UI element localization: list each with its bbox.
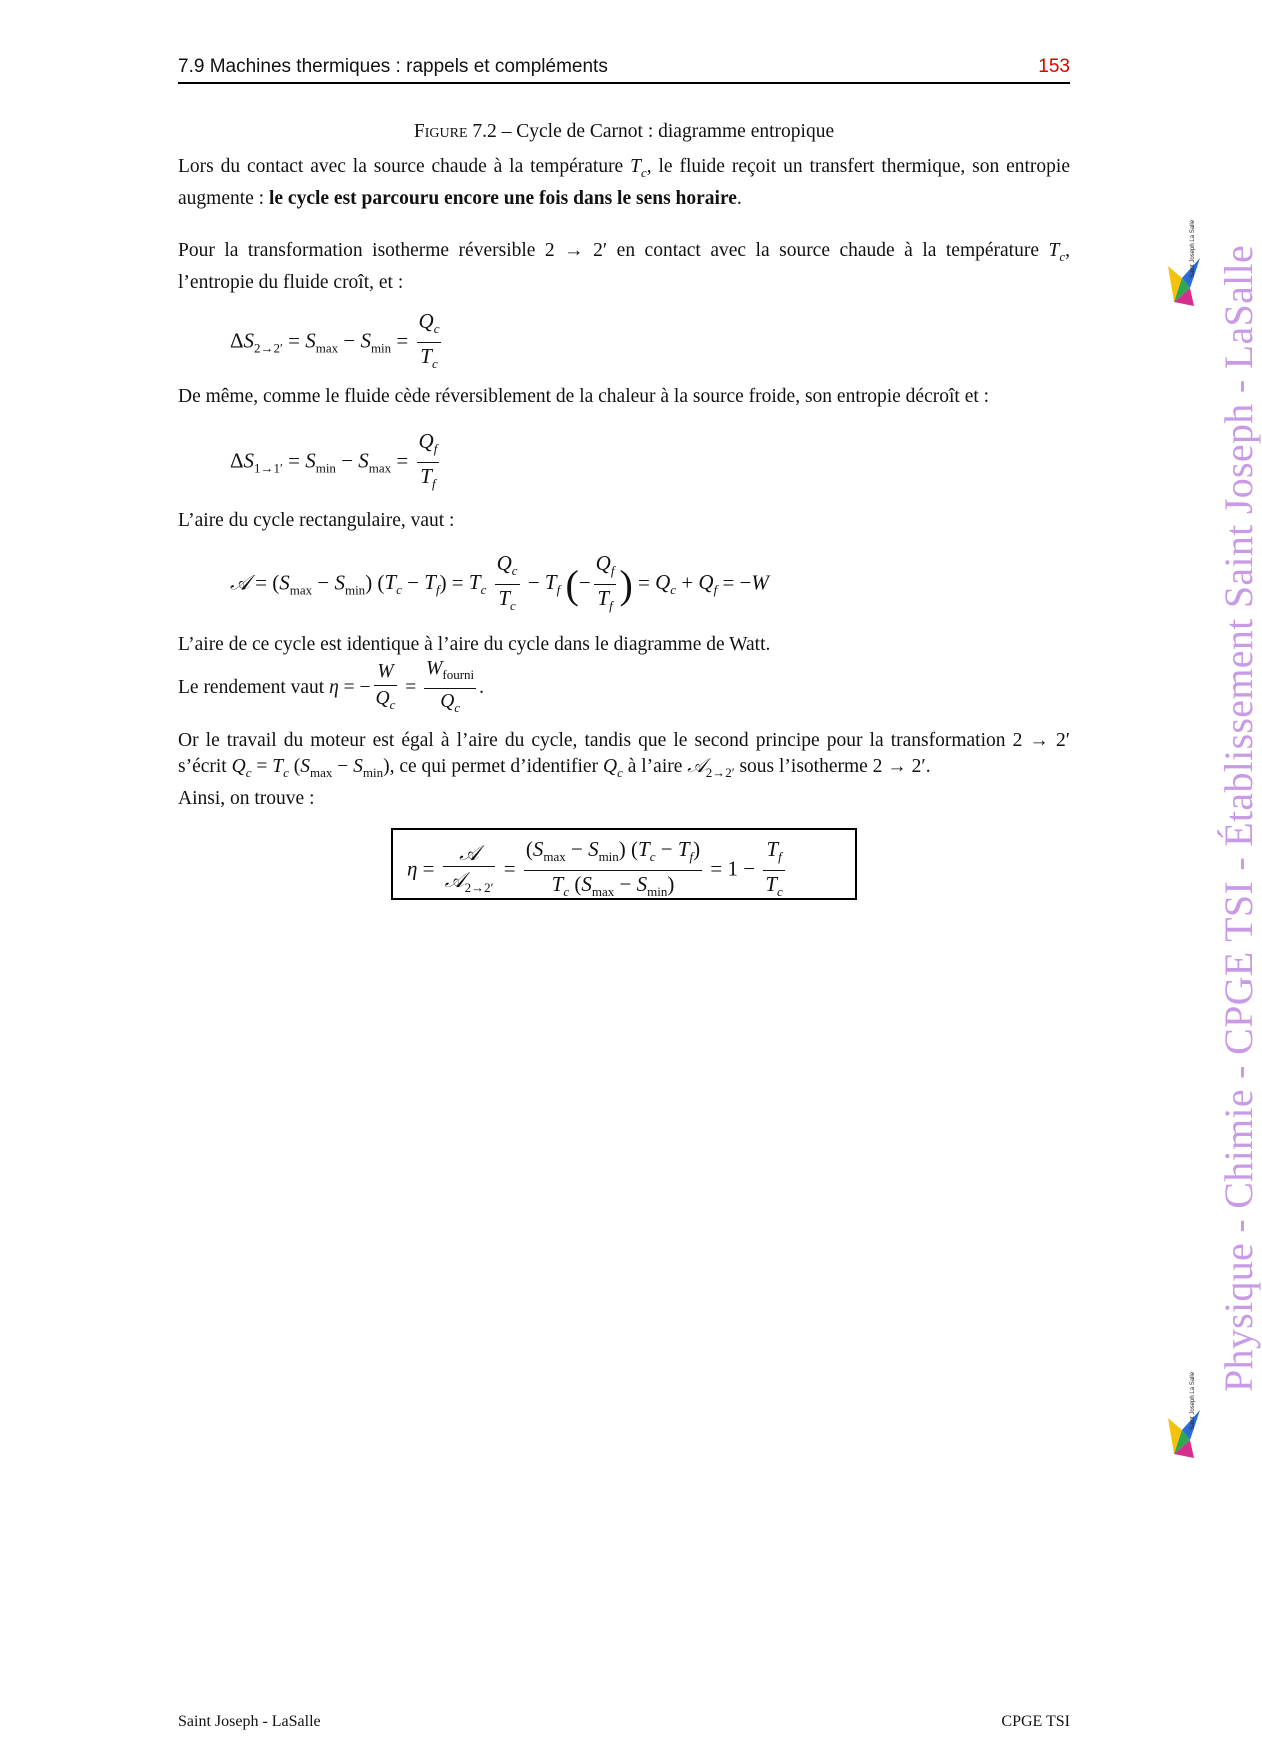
paragraph-cold-source: De même, comme le fluide cède réversiblement de la chaleur à la source froide, son entropie décroît et : bbox=[178, 386, 990, 407]
paragraph-work-area: Or le travail du moteur est égal à l’aire du cycle, tandis que le second principe pour la transformation 2 → 2′ s’écrit $Q_c = T_c$ $(S_{max} - S_{min})$, ce qui permet d’identifier $Q_c$ à l’aire 𝒜$_{2\to 2'}$ sous l’isotherme 2 → 2′. Ainsi, on trouve : bbox=[178, 730, 1070, 809]
paragraph-isotherm: Pour la transformation isotherme réversible 2 → 2′ en contact avec la source chaude à la température $T_c$, l’entropie du fluide croît, et : bbox=[178, 240, 1070, 293]
svg-text:Saint Joseph La Salle: Saint Joseph La Salle bbox=[1190, 1371, 1196, 1430]
paragraph-watt: L’aire de ce cycle est identique à l’aire du cycle dans le diagramme de Watt. bbox=[178, 634, 771, 655]
equation-cycle-area: 𝒜 = $(S_{max} - S_{min}) (T_c - T_f) = T_c$ $\frac{Q_c}{T_c}$ − $T_f$ (− $\frac{Q_f}{T_f}$ ) = $Q_c + Q_f = -W$ bbox=[230, 551, 769, 613]
svg-text:Saint Joseph La Salle: Saint Joseph La Salle bbox=[1190, 219, 1196, 278]
school-logo-icon bbox=[1160, 1371, 1214, 1462]
footer-right: CPGE TSI bbox=[1001, 1713, 1070, 1730]
side-watermark: Physique - Chimie - CPGE TSI - Établissement Saint Joseph - LaSalle bbox=[1216, 244, 1261, 1392]
figure-caption bbox=[178, 121, 1070, 143]
section-title: 7.9 Machines thermiques : rappels et compléments bbox=[178, 56, 608, 77]
paragraph-efficiency: Le rendement vaut η = − $\frac{W}{Q_c}$ = $\frac{W_{fourni}}{Q_c}$ . bbox=[178, 658, 485, 715]
figure-caption-text: – Cycle de Carnot : diagramme entropique bbox=[496, 121, 835, 142]
page-number: 153 bbox=[1038, 56, 1070, 77]
paragraph-heat-contact: Lors du contact avec la source chaude à la température $T_c$, le fluide reçoit un transfert thermique, son entropie augmente : le cycle est parcouru encore une fois dans le sens horaire. bbox=[178, 156, 1071, 209]
school-logo-icon bbox=[1160, 219, 1214, 310]
boxed-efficiency-equation bbox=[391, 828, 857, 900]
bold-statement: le cycle est parcouru encore une fois dans le sens horaire bbox=[268, 188, 737, 209]
equation-entropy-cold: $\Delta S_{1\to 1'} = S_{min} - S_{max}$ = $\frac{Q_f}{T_f}$ bbox=[230, 429, 438, 491]
equation-entropy-hot: $\Delta S_{2\to 2'} = S_{max} - S_{min}$ = $\frac{Q_c}{T_c}$ bbox=[230, 309, 440, 371]
equation-carnot-efficiency: η = $\frac{\text{𝒜}}{𝒜_{2\to 2'}}$ = $\frac{(S_{max} - S_{min}) (T_c - T_f)}{T_c (S_{max} - S_{min})}$ = 1 − $\frac{T_f}{T_c}$ bbox=[407, 837, 783, 899]
running-header bbox=[178, 54, 1070, 84]
footer-left: Saint Joseph - LaSalle bbox=[178, 1713, 321, 1730]
paragraph-area: L’aire du cycle rectangulaire, vaut : bbox=[178, 510, 455, 531]
figure-label: Figure 7.2 bbox=[413, 121, 497, 142]
